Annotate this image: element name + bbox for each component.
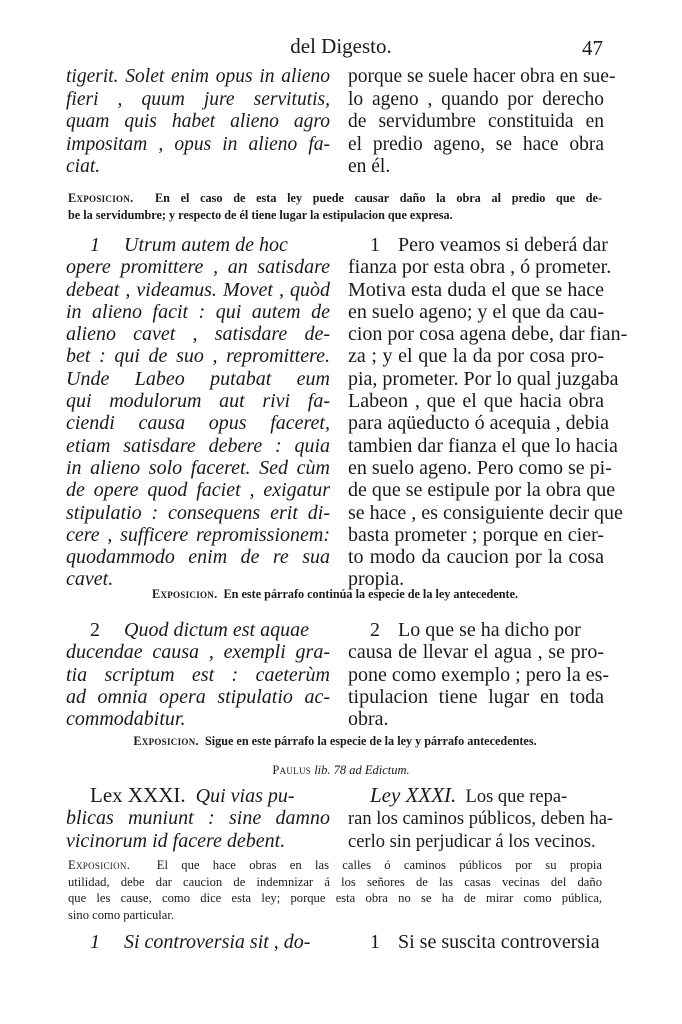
spanish-line: pia, prometer. Por lo qual juzgaba [348, 367, 619, 390]
latin-line: de opere quod faciet , exigatur [66, 479, 330, 502]
latin-line: tia scriptum est : caeterùm [66, 663, 330, 686]
spanish-line: basta prometer ; porque en cier- [348, 523, 604, 546]
exposicion-text: El que hace obras en las calles ó caminos públicos por su propia [156, 858, 602, 872]
exposicion-label: Exposicion. [151, 587, 218, 601]
spanish-text-block-1 [348, 66, 616, 179]
spanish-line: Pero veamos si deberá dar [398, 234, 608, 256]
source-reference: lib. 78 ad Edictum. [314, 763, 410, 777]
exposicion-note-1 [68, 190, 602, 223]
spanish-line: Los que repa- [465, 787, 568, 807]
latin-line: opere promittere , an satisdare [66, 256, 330, 279]
spanish-line: to modo da caucion por la cosa [348, 546, 604, 569]
spanish-line: de servidumbre constituida en [348, 111, 604, 132]
page-number: 47 [582, 36, 603, 60]
exposicion-note-3 [68, 733, 602, 750]
exposicion-note-2 [68, 586, 602, 603]
latin-line: ducendae causa , exempli gra- [66, 641, 330, 664]
spanish-line: causa de llevar el agua , se pro- [348, 641, 604, 664]
latin-line: qui modulorum aut rivi fa- [66, 390, 330, 413]
latin-line: vicinorum id facere debent. [66, 829, 286, 852]
exposicion-text: En este párrafo continúa la especie de la ley antecedente. [223, 587, 519, 601]
paragraph-number: 2 [90, 619, 100, 641]
spanish-line: propia. [348, 568, 405, 591]
lex-label: Lex XXXI. [90, 783, 186, 807]
running-head: del Digesto. [290, 34, 392, 58]
exposicion-text: En el caso de esta ley puede causar daño la obra al predio que de- [154, 191, 603, 205]
spanish-line: ran los caminos públicos, deben ha- [348, 809, 614, 830]
spanish-line: se hace , es consiguiente decir que [348, 501, 623, 524]
latin-line: alieno cavet , satisdare de- [66, 323, 330, 346]
latin-line: Quod dictum est aquae [124, 619, 309, 641]
latin-line: Qui vias pu- [195, 785, 295, 807]
latin-line: bet : qui de suo , repromittere. [66, 345, 330, 368]
spanish-text-block-4 [348, 783, 614, 853]
spanish-line: lo ageno , quando por derecho [348, 88, 604, 110]
paragraph-number: 1 [370, 234, 380, 256]
spanish-line: za ; y el que la da por cosa pro- [348, 345, 604, 368]
latin-line: ciat. [66, 156, 101, 177]
latin-text-block-5 [66, 931, 330, 953]
exposicion-label: Exposicion. [133, 734, 199, 748]
latin-line: cavet. [66, 568, 114, 591]
exposicion-text: utilidad, debe dar caucion de indemnizar á los señores de las casas vecinas del daño [68, 874, 602, 889]
latin-line: debeat , videamus. Movet , quòd [66, 278, 330, 301]
latin-text-block-2 [66, 234, 330, 591]
spanish-line: Labeon , que el que hacia obra [348, 390, 604, 413]
exposicion-text: Sigue en este párrafo la especie de la ley y párrafo antecedentes. [204, 734, 537, 748]
latin-line: Utrum autem de hoc [124, 234, 288, 256]
latin-line: in alieno facit : qui autem de [66, 300, 330, 323]
spanish-line: en él. [348, 156, 391, 177]
spanish-line: el predio ageno, se hace obra [348, 133, 604, 155]
latin-line: tigerit. Solet enim opus in alieno [66, 66, 330, 87]
spanish-line: para aqüeducto ó acequia , debia [348, 412, 609, 435]
ley-label: Ley XXXI. [370, 783, 457, 807]
author-name: Paulus [272, 763, 312, 777]
spanish-line: fianza por esta obra , ó prometer. [348, 256, 612, 279]
latin-line: commodabitur. [66, 708, 186, 731]
spanish-line: porque se suele hacer obra en sue- [348, 66, 616, 87]
latin-line: fieri , quum jure servitutis, [66, 88, 330, 110]
latin-text-block-3 [66, 619, 330, 730]
spanish-line: cerlo sin perjudicar á los vecinos. [348, 831, 596, 852]
latin-text-block-4 [66, 784, 330, 852]
spanish-line: Si se suscita controversia [398, 931, 600, 953]
latin-line: etiam satisdare debere : quia [66, 434, 330, 457]
paragraph-number: 1 [90, 234, 100, 256]
latin-line: ciendi causa opus faceret, [66, 412, 330, 435]
spanish-line: Lo que se ha dicho por [398, 619, 581, 641]
spanish-line: pone como exemplo ; pero la es- [348, 663, 610, 686]
latin-line: blicas muniunt : sine damno [66, 807, 330, 830]
spanish-text-block-3 [348, 619, 610, 731]
spanish-text-block-5 [348, 931, 604, 953]
paragraph-number: 1 [90, 931, 100, 953]
exposicion-text: que les cause, como dice esta ley; porque esta obra no se ha de mirar como pública, [68, 891, 602, 905]
spanish-line: de que se estipule por la obra que [348, 479, 616, 502]
paragraph-number: 1 [370, 931, 380, 953]
exposicion-label: Exposicion. [68, 858, 131, 872]
spanish-line: obra. [348, 708, 389, 731]
latin-line: impositam , opus in alieno fa- [66, 133, 330, 155]
spanish-line: en suelo ageno; y el que da cau- [348, 300, 605, 323]
latin-line: Si controversia sit , do- [124, 931, 311, 953]
spanish-line: cion por cosa agena debe, dar fian- [348, 323, 628, 346]
spanish-line: en suelo ageno. Pero como se pi- [348, 456, 612, 479]
source-attribution [0, 763, 682, 778]
latin-line: ad omnia opera stipulatio ac- [66, 685, 330, 708]
latin-line: Unde Labeo putabat eum [66, 367, 330, 390]
exposicion-text: be la servidumbre; y respecto de él tiene lugar la estipulacion que expresa. [68, 207, 453, 222]
exposicion-text: sino como particular. [68, 907, 174, 922]
latin-line: in alieno solo faceret. Sed cùm [66, 456, 330, 479]
latin-text-block-1 [66, 66, 330, 179]
spanish-line: tambien dar fianza el que lo hacia [348, 434, 618, 457]
latin-line: cere , sufficere repromissionem: [66, 523, 330, 546]
spanish-line: Motiva esta duda el que se hace [348, 278, 604, 301]
spanish-text-block-2 [348, 234, 628, 591]
paragraph-number: 2 [370, 619, 380, 641]
exposicion-note-4 [68, 857, 602, 923]
latin-line: quam quis habet alieno agro [66, 111, 330, 132]
spanish-line: tipulacion tiene lugar en toda [348, 685, 604, 708]
latin-line: quodammodo enim de re sua [66, 546, 330, 569]
latin-line: stipulatio : consequens erit di- [66, 501, 330, 524]
exposicion-label: Exposicion. [68, 191, 134, 205]
